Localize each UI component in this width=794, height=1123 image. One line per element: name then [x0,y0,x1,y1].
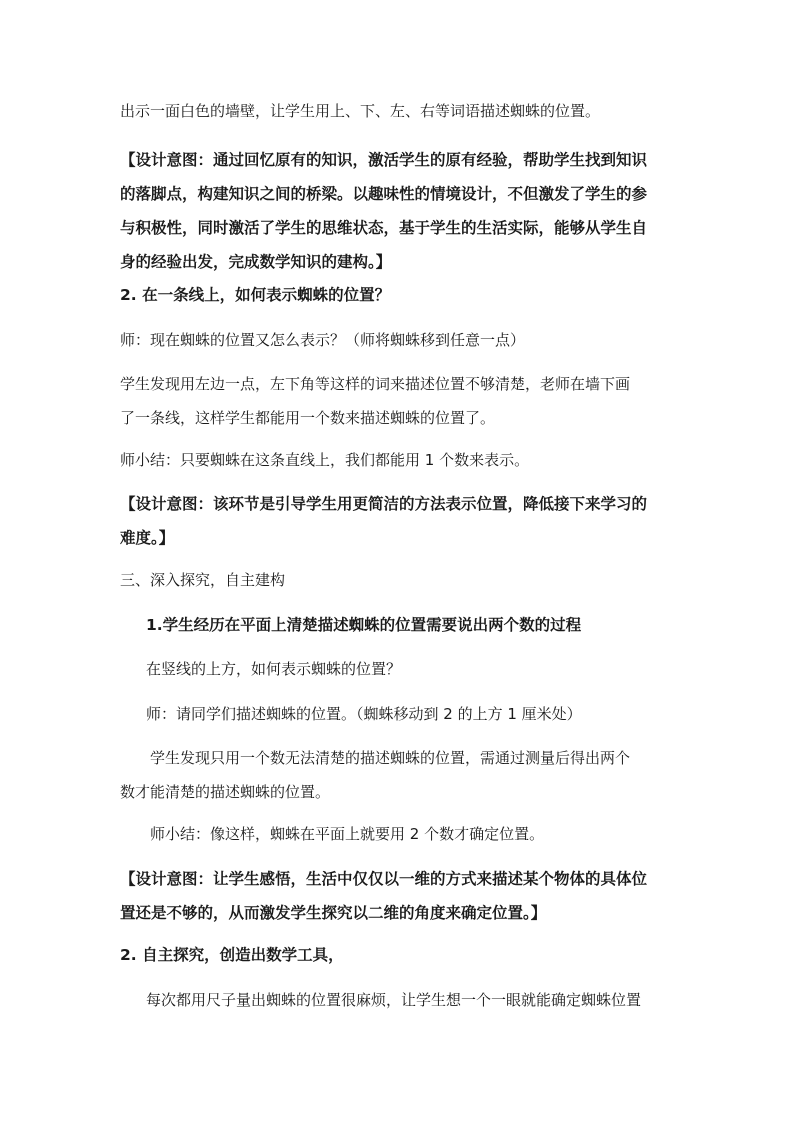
text-line: 师：请同学们描述蜘蛛的位置。（蜘蛛移动到 2 的上方 1 厘米处） [146,705,582,723]
text-line: 2. 在一条线上，如何表示蜘蛛的位置？ [120,286,391,304]
text-line: 置还是不够的，从而激发学生探究以二维的角度来确定位置。】 [120,904,547,922]
student-discovery [120,367,680,435]
text-line: 数才能清楚的描述蜘蛛的位置。 [120,783,331,801]
vertical-line-question [146,652,706,686]
text-line: 师小结：只要蜘蛛在这条直线上，我们都能用 1 个数来表示。 [120,451,530,469]
text-line: 【设计意图：让学生感悟，生活中仅仅以一维的方式来描述某个物体的具体位 [120,870,648,888]
text-line: 身的经验出发，完成数学知识的建构。】 [120,253,392,271]
text-line: 了一条线，这样学生都能用一个数来描述蜘蛛的位置了。 [120,409,496,427]
text-line: 难度。】 [120,529,175,547]
text-line: 2. 自主探究，创造出数学工具， [120,946,344,964]
teacher-prompt [146,697,706,731]
text-line: 师小结：像这样，蜘蛛在平面上就要用 2 个数才确定位置。 [150,825,545,843]
section-heading-4 [120,938,680,972]
text-line: 三、深入探究，自主建构 [120,571,286,589]
subsection-heading-1 [146,608,706,642]
design-intent-3 [120,862,680,930]
text-line: 1.学生经历在平面上清楚描述蜘蛛的位置需要说出两个数的过程 [146,616,582,634]
teacher-summary-1 [120,443,680,477]
explore-paragraph [146,983,706,1017]
teacher-summary-2 [150,817,710,851]
design-intent-1 [120,143,680,279]
section-heading-2 [120,278,680,312]
paragraph-intro [120,94,680,128]
text-line: 师：现在蜘蛛的位置又怎么表示？（师将蜘蛛移到任意一点） [120,331,526,349]
section-heading-3 [120,563,680,597]
text-line: 学生发现只用一个数无法清楚的描述蜘蛛的位置，需通过测量后得出两个 [150,749,631,767]
text-line: 【设计意图：通过回忆原有的知识，激活学生的原有经验，帮助学生找到知识 [120,151,648,169]
text-line: 每次都用尺子量出蜘蛛的位置很麻烦，让学生想一个一眼就能确定蜘蛛位置 [146,991,642,1009]
student-two-numbers [120,741,680,809]
text-line: 在竖线的上方，如何表示蜘蛛的位置？ [146,660,402,678]
text-line: 的落脚点，构建知识之间的桥梁。以趣味性的情境设计，不但激发了学生的参 [120,185,648,203]
text-line: 【设计意图：该环节是引导学生用更简洁的方法表示位置，降低接下来学习的 [120,495,648,513]
text-line: 出示一面白色的墙壁，让学生用上、下、左、右等词语描述蜘蛛的位置。 [120,102,601,120]
text-line: 学生发现用左边一点，左下角等这样的词来描述位置不够清楚，老师在墙下画 [120,375,631,393]
text-line: 与积极性，同时激活了学生的思维状态，基于学生的生活实际，能够从学生自 [120,219,648,237]
design-intent-2 [120,487,680,555]
teacher-question [120,323,680,357]
